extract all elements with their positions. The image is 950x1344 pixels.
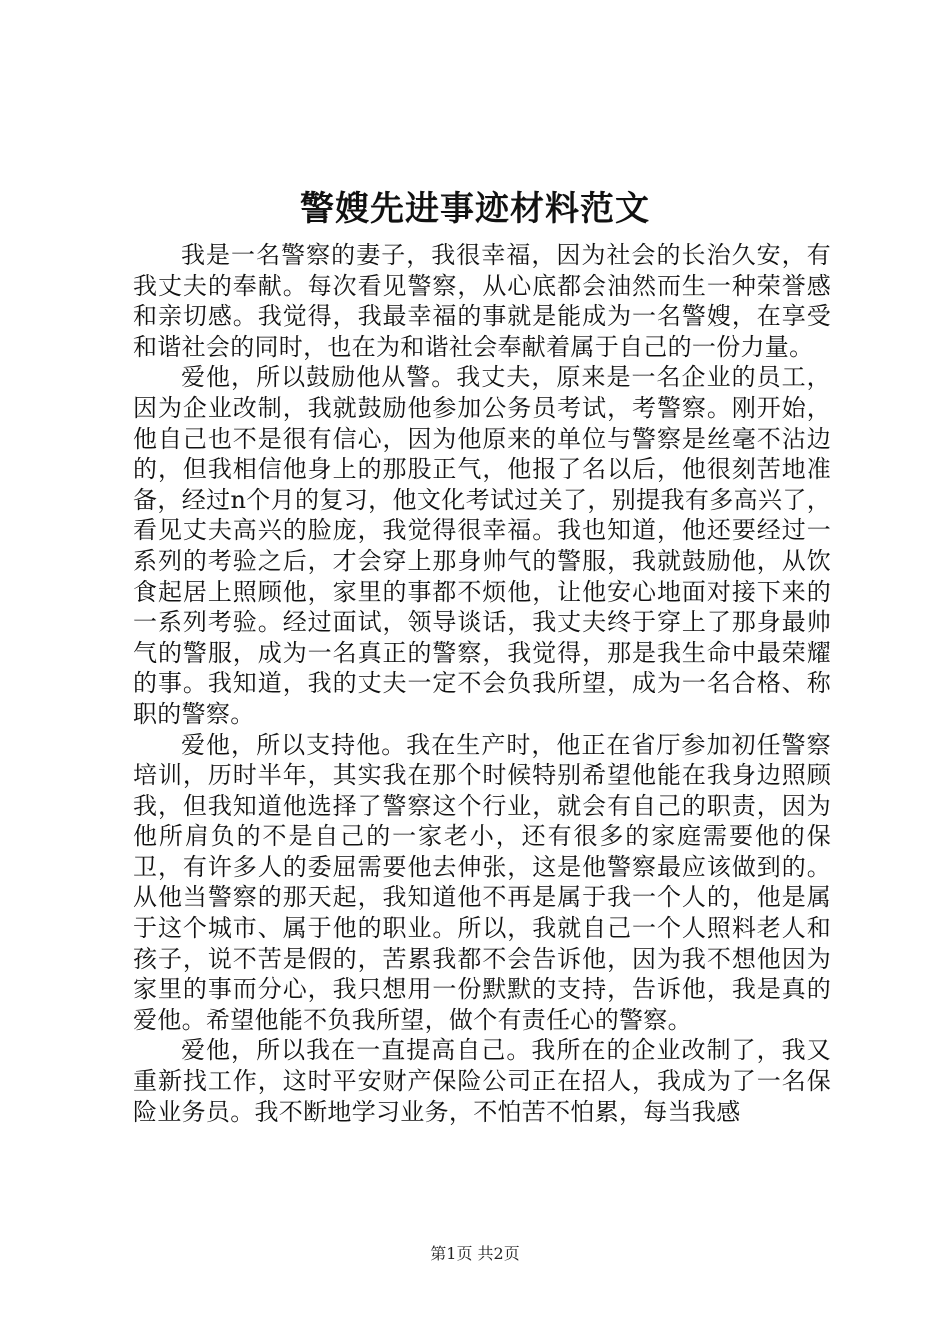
paragraph-3: 爱他，所以支持他。我在生产时，他正在省厅参加初任警察培训，历时半年，其实我在那个时候特别希望他能在我身边照顾我，但我知道他选择了警察这个行业，就会有自己的职责，因为他所肩负的不是自己的一家老小，还有很多的家庭需要他的保卫，有许多人的委屈需要他去伸张，这是他警察最应该做到的。从他当警察的那天起，我知道他不再是属于我一个人的，他是属于这个城市、属于他的职业。所以，我就自己一个人照料老人和孩子，说不苦是假的，苦累我都不会告诉他，因为我不想他因为家里的事而分心，我只想用一份默默的支持，告诉他，我是真的爱他。希望他能不负我所望，做个有责任心的警察。 <box>133 730 831 1034</box>
page-number-footer: 第1页 共2页 <box>430 1244 520 1263</box>
paragraph-1: 我是一名警察的妻子，我很幸福，因为社会的长治久安，有我丈夫的奉献。每次看见警察，从心底都会油然而生一种荣誉感和亲切感。我觉得，我最幸福的事就是能成为一名警嫂，在享受和谐社会的同时，也在为和谐社会奉献着属于自己的一份力量。 <box>133 241 831 361</box>
paragraph-4: 爱他，所以我在一直提高自己。我所在的企业改制了，我又重新找工作，这时平安财产保险公司正在招人，我成为了一名保险业务员。我不断地学习业务，不怕苦不怕累，每当我感 <box>133 1036 831 1126</box>
paragraph-2: 爱他，所以鼓励他从警。我丈夫，原来是一名企业的员工，因为企业改制，我就鼓励他参加公务员考试，考警察。刚开始，他自己也不是很有信心，因为他原来的单位与警察是丝毫不沾边的，但我相信他身上的那股正气，他报了名以后，他很刻苦地准备，经过n个月的复习，他文化考试过关了，别提我有多高兴了，看见丈夫高兴的脸庞，我觉得很幸福。我也知道，他还要经过一系列的考验之后，才会穿上那身帅气的警服，我就鼓励他，从饮食起居上照顾他，家里的事都不烦他，让他安心地面对接下来的一系列考验。经过面试，领导谈话，我丈夫终于穿上了那身最帅气的警服，成为一名真正的警察，我觉得，那是我生命中最荣耀的事。我知道，我的丈夫一定不会负我所望，成为一名合格、称职的警察。 <box>133 363 831 728</box>
document-title: 警嫂先进事迹材料范文 <box>300 189 650 229</box>
document-body <box>133 240 831 1127</box>
